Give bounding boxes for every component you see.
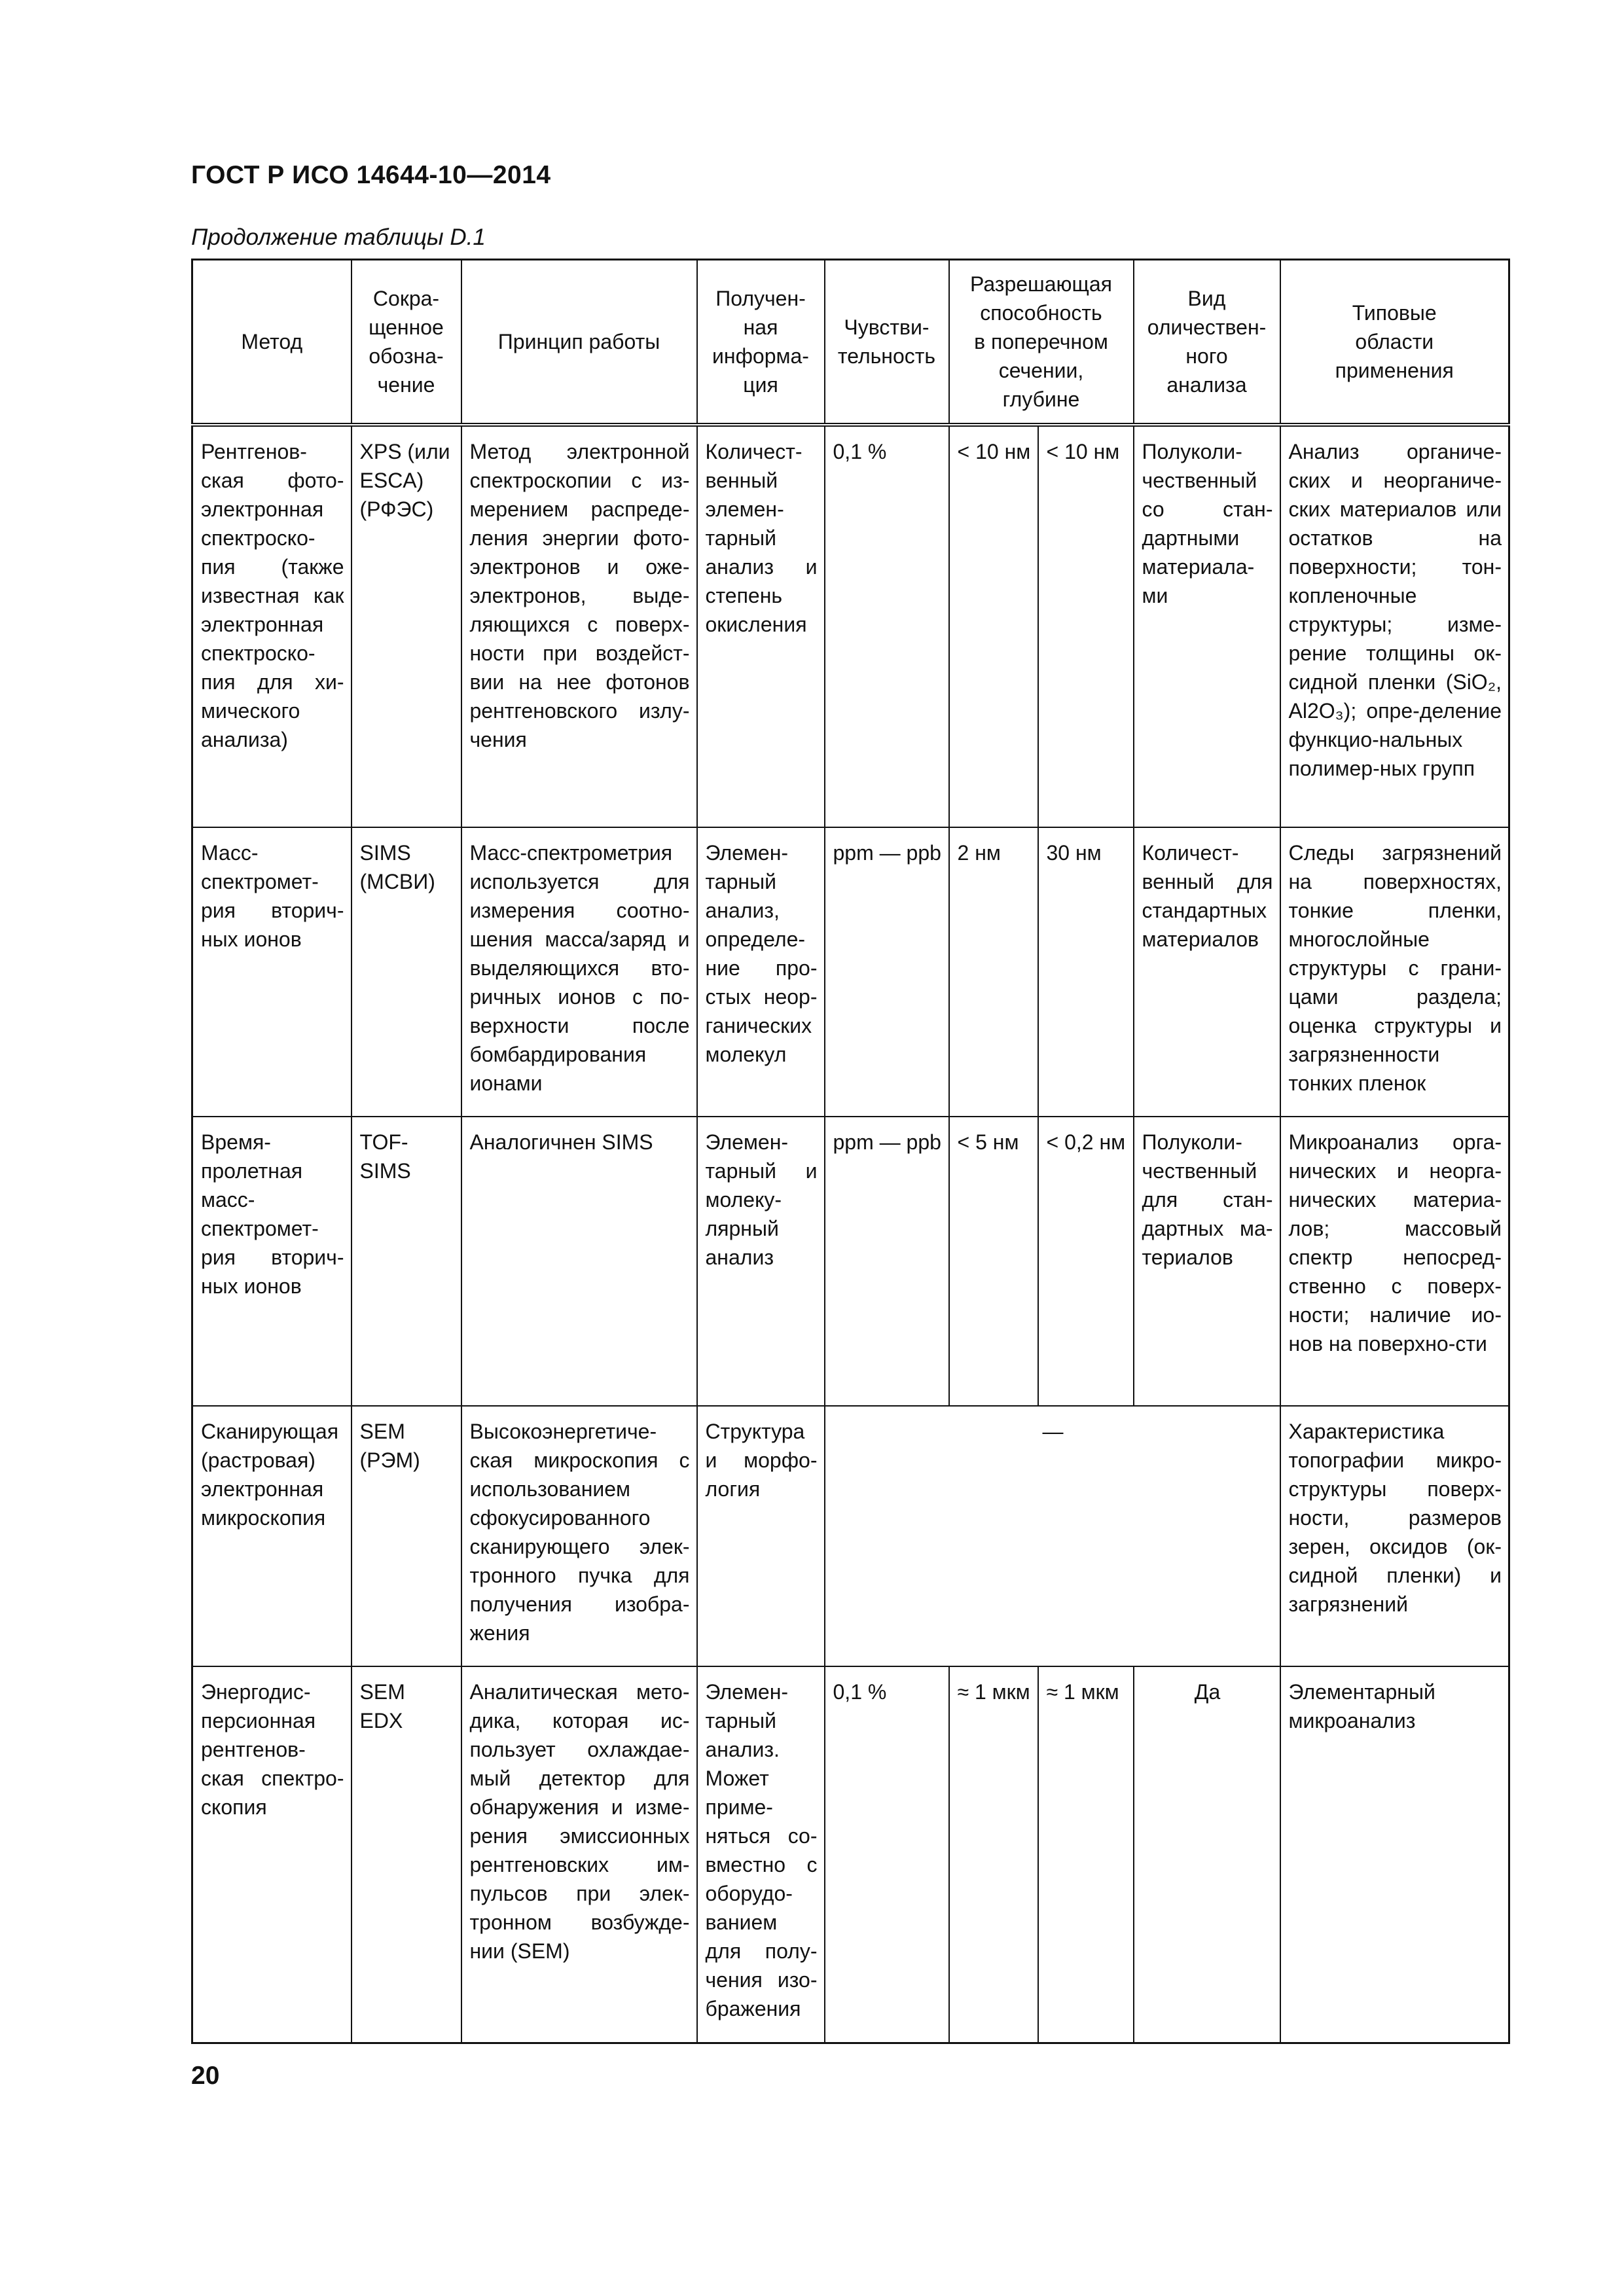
cell-principle: Аналитическая мето-дика, которая ис-пользует охлаждае-мый детектор для обнаружения и изме-рения эмиссионных рентгеновских им-пульсов при элек-тронном возбужде-нии (SEM) bbox=[461, 1666, 697, 2043]
table-row bbox=[192, 425, 1509, 827]
cell-abbr: SIMS (МСВИ) bbox=[352, 827, 461, 1117]
page-number: 20 bbox=[191, 2062, 220, 2090]
cell-method: Масс-спектромет-рия вторич-ных ионов bbox=[192, 827, 352, 1117]
cell-abbr: XPS (или ESCA) (РФЭС) bbox=[352, 425, 461, 827]
cell-applications: Микроанализ орга-нических и неорга-нических материа-лов; массовый спектр непосред-ственно с поверх-ности; наличие ио-нов на поверхно-сти bbox=[1280, 1117, 1509, 1406]
cell-sensitivity: 0,1 % bbox=[825, 425, 949, 827]
cell-applications: Анализ органиче-ских и неорганиче-ских материалов или остатков на поверхности; тон-копленочные структуры; изме-рение толщины ок-сидной пленки (SiO₂, Al2O₃); опре-деление функцио-нальных полимер-ных групп bbox=[1280, 425, 1509, 827]
cell-principle: Масс-спектрометрия используется для измерения соотно-шения масса/заряд и выделяющихся вто-ричных ионов с по-верхности после бомбардирования ионами bbox=[461, 827, 697, 1117]
methods-table bbox=[191, 259, 1510, 2044]
cell-method: Рентгенов-ская фото-электронная спектроско-пия (также известная как электронная спектроско-пия для хи-мического анализа) bbox=[192, 425, 352, 827]
table-row bbox=[192, 1666, 1509, 2043]
cell-quant: Количест-венный для стандартных материалов bbox=[1134, 827, 1280, 1117]
cell-res-depth: ≈ 1 мкм bbox=[1038, 1666, 1134, 2043]
cell-quant: Полуколи-чественный со стан-дартными материала-ми bbox=[1134, 425, 1280, 827]
table-caption: Продолжение таблицы D.1 bbox=[191, 224, 486, 250]
cell-sensitivity: ppm — ppb bbox=[825, 827, 949, 1117]
cell-res-lateral: < 5 нм bbox=[949, 1117, 1038, 1406]
cell-method: Энергодис-персионная рентгенов-ская спектро-скопия bbox=[192, 1666, 352, 2043]
col-header-principle: Принцип работы bbox=[461, 260, 697, 425]
cell-res-lateral: ≈ 1 мкм bbox=[949, 1666, 1038, 2043]
cell-info: Элемен-тарный анализ, определе-ние про-стых неор-ганических молекул bbox=[697, 827, 825, 1117]
cell-applications: Элементарный микроанализ bbox=[1280, 1666, 1509, 2043]
cell-quant: Да bbox=[1134, 1666, 1280, 2043]
table-row bbox=[192, 827, 1509, 1117]
cell-res-depth: < 10 нм bbox=[1038, 425, 1134, 827]
cell-info: Структура и морфо-логия bbox=[697, 1406, 825, 1666]
table-header-row bbox=[192, 260, 1509, 425]
cell-abbr: TOF-SIMS bbox=[352, 1117, 461, 1406]
cell-info: Элемен-тарный анализ. Может приме-няться со-вместно с оборудо-ванием для полу-чения изо-бражения bbox=[697, 1666, 825, 2043]
document-header: ГОСТ Р ИСО 14644-10—2014 bbox=[191, 161, 551, 189]
cell-res-depth: 30 нм bbox=[1038, 827, 1134, 1117]
cell-merged-dash: — bbox=[825, 1406, 1280, 1666]
cell-method: Время-пролетная масс-спектромет-рия вторич-ных ионов bbox=[192, 1117, 352, 1406]
col-header-quant: Вид оличествен- ного анализа bbox=[1134, 260, 1280, 425]
cell-sensitivity: 0,1 % bbox=[825, 1666, 949, 2043]
cell-applications: Характеристика топографии микро-структуры поверх-ности, размеров зерен, оксидов (ок-сидной пленки) и загрязнений bbox=[1280, 1406, 1509, 1666]
table-row bbox=[192, 1117, 1509, 1406]
cell-abbr: SEM EDX bbox=[352, 1666, 461, 2043]
cell-principle: Высокоэнергетиче-ская микроскопия с использованием сфокусированного сканирующего элек-тронного пучка для получения изобра-жения bbox=[461, 1406, 697, 1666]
cell-res-lateral: < 10 нм bbox=[949, 425, 1038, 827]
cell-info: Количест-венный элемен-тарный анализ и степень окисления bbox=[697, 425, 825, 827]
cell-applications: Следы загрязнений на поверхностях, тонкие пленки, многослойные структуры с грани-цами раздела; оценка структуры и загрязненности тонких пленок bbox=[1280, 827, 1509, 1117]
cell-method: Сканирующая (растровая) электронная микроскопия bbox=[192, 1406, 352, 1666]
col-header-resolution: Разрешающая способность в поперечном сечении, глубине bbox=[949, 260, 1134, 425]
cell-abbr: SEM (РЭМ) bbox=[352, 1406, 461, 1666]
cell-quant: Полуколи-чественный для стан-дартных ма-териалов bbox=[1134, 1117, 1280, 1406]
table-row bbox=[192, 1406, 1509, 1666]
col-header-applications: Типовые области применения bbox=[1280, 260, 1509, 425]
cell-sensitivity: ppm — ppb bbox=[825, 1117, 949, 1406]
cell-principle: Аналогичнен SIMS bbox=[461, 1117, 697, 1406]
cell-info: Элемен-тарный и молеку-лярный анализ bbox=[697, 1117, 825, 1406]
cell-res-lateral: 2 нм bbox=[949, 827, 1038, 1117]
col-header-abbr: Сокра- щенное обозна- чение bbox=[352, 260, 461, 425]
col-header-sensitivity: Чувстви- тельность bbox=[825, 260, 949, 425]
cell-principle: Метод электронной спектроскопии с из-мерением распреде-ления энергии фото-электронов и оже-электронов, выде-ляющихся с поверх-ности при воздейст-вии на нее фотонов рентгеновского излу-чения bbox=[461, 425, 697, 827]
col-header-method: Метод bbox=[192, 260, 352, 425]
col-header-info: Получен- ная информа- ция bbox=[697, 260, 825, 425]
cell-res-depth: < 0,2 нм bbox=[1038, 1117, 1134, 1406]
